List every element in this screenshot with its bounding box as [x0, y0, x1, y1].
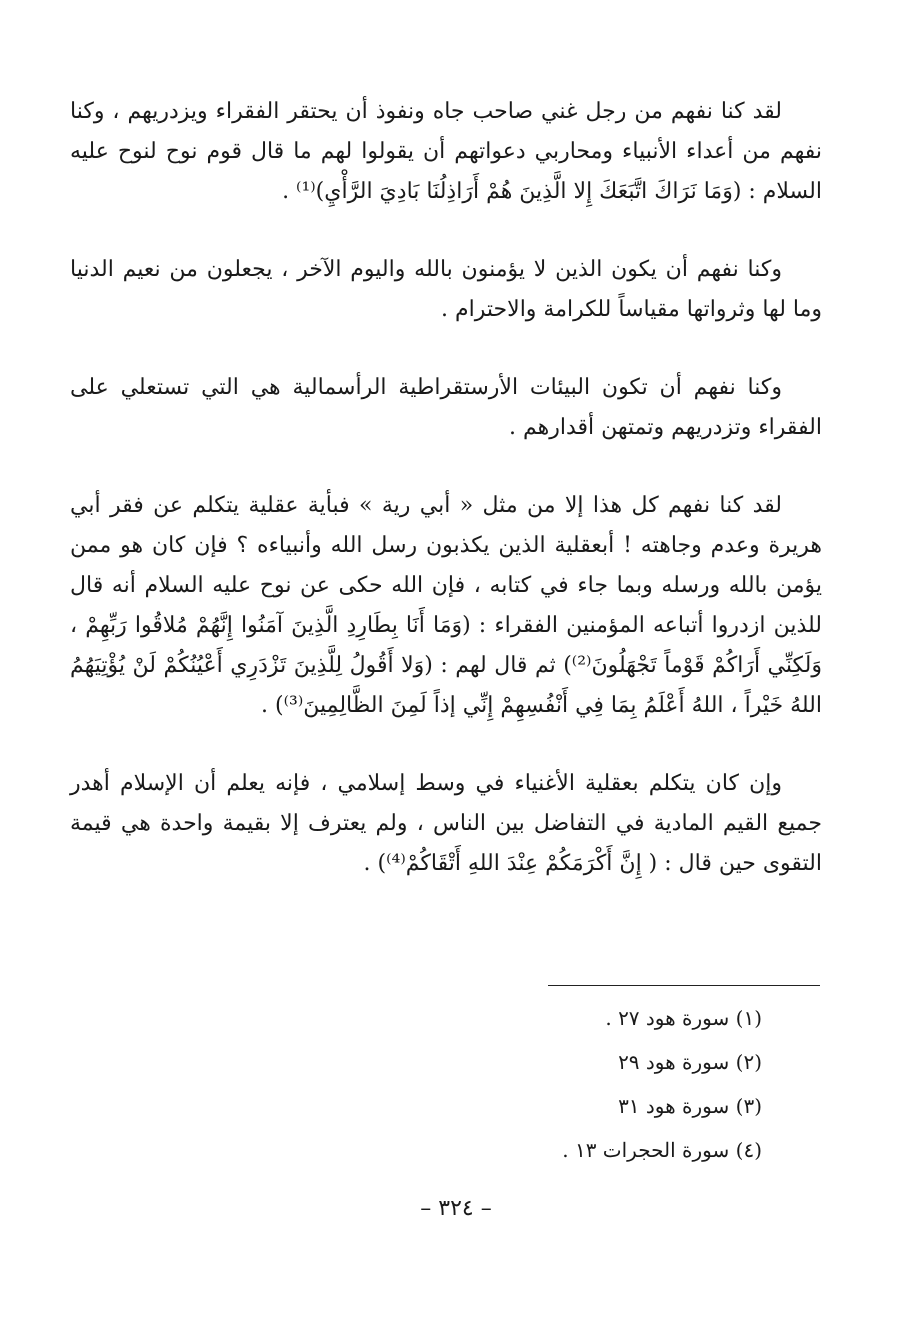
- paragraph-3: وكنا نفهم أن تكون البيئات الأرستقراطية الرأسمالية هي التي تستعلي على الفقراء وتزدريهم وتمتهن أقدارهم .: [70, 375, 822, 440]
- footnote-4: (٤) سورة الحجرات ١٣ .: [562, 1138, 762, 1162]
- footnotes: [442, 996, 762, 1172]
- footnote-2: (٢) سورة هود ٢٩: [618, 1050, 762, 1074]
- footnote-1: (١) سورة هود ٢٧ .: [605, 1006, 762, 1030]
- page-body: [70, 92, 822, 910]
- footnote-divider: [548, 985, 820, 986]
- page-number: – ٣٢٤ –: [420, 1196, 492, 1221]
- paragraph-2: وكنا نفهم أن يكون الذين لا يؤمنون بالله واليوم الآخر ، يجعلون من نعيم الدنيا وما لها وثرواتها مقياساً للكرامة والاحترام .: [70, 257, 822, 322]
- footnote-3: (٣) سورة هود ٣١: [618, 1094, 762, 1118]
- paragraph-5: وإن كان يتكلم بعقلية الأغنياء في وسط إسلامي ، فإنه يعلم أن الإسلام أهدر جميع القيم المادية في التفاضل بين الناس ، ولم يعترف إلا بقيمة واحدة هي قيمة التقوى حين قال : ( إِنَّ أَكْرَمَكُمْ عِنْدَ اللهِ أَتْقَاكُمْ⁽⁴⁾) .: [70, 771, 822, 876]
- paragraph-1: لقد كنا نفهم من رجل غني صاحب جاه ونفوذ أن يحتقر الفقراء ويزدريهم ، وكنا نفهم من أعداء الأنبياء ومحاربي دعواتهم أن يقولوا لهم ما قال قوم نوح لنوح عليه السلام : (وَمَا نَرَاكَ اتَّبَعَكَ إِلا الَّذِينَ هُمْ أَرَاذِلُنَا بَادِيَ الرَّأْيِ)⁽¹⁾ .: [70, 99, 822, 204]
- paragraph-4: لقد كنا نفهم كل هذا إلا من مثل « أبي رية » فبأية عقلية يتكلم عن فقر أبي هريرة وعدم وجاهته ! أبعقلية الذين يكذبون رسل الله وأنبياءه ؟ فإن كان هو ممن يؤمن بالله ورسله وبما جاء في كتابه ، فإن الله حكى عن نوح عليه السلام أنه قال للذين ازدروا أتباعه المؤمنين الفقراء : (وَمَا أَنَا بِطَارِدِ الَّذِينَ آمَنُوا إِنَّهُمْ مُلاقُوا رَبِّهِمْ ، وَلَكِنِّي أَرَاكُمْ قَوْماً تَجْهَلُونَ⁽²⁾) ثم قال لهم : (وَلا أَقُولُ لِلَّذِينَ تَزْدَرِي أَعْيُنُكُمْ لَنْ يُؤْتِيَهُمُ اللهُ خَيْراً ، اللهُ أَعْلَمُ بِمَا فِي أَنْفُسِهِمْ إِنِّي إذاً لَمِنَ الظَّالِمِينَ⁽³⁾) .: [70, 493, 823, 718]
